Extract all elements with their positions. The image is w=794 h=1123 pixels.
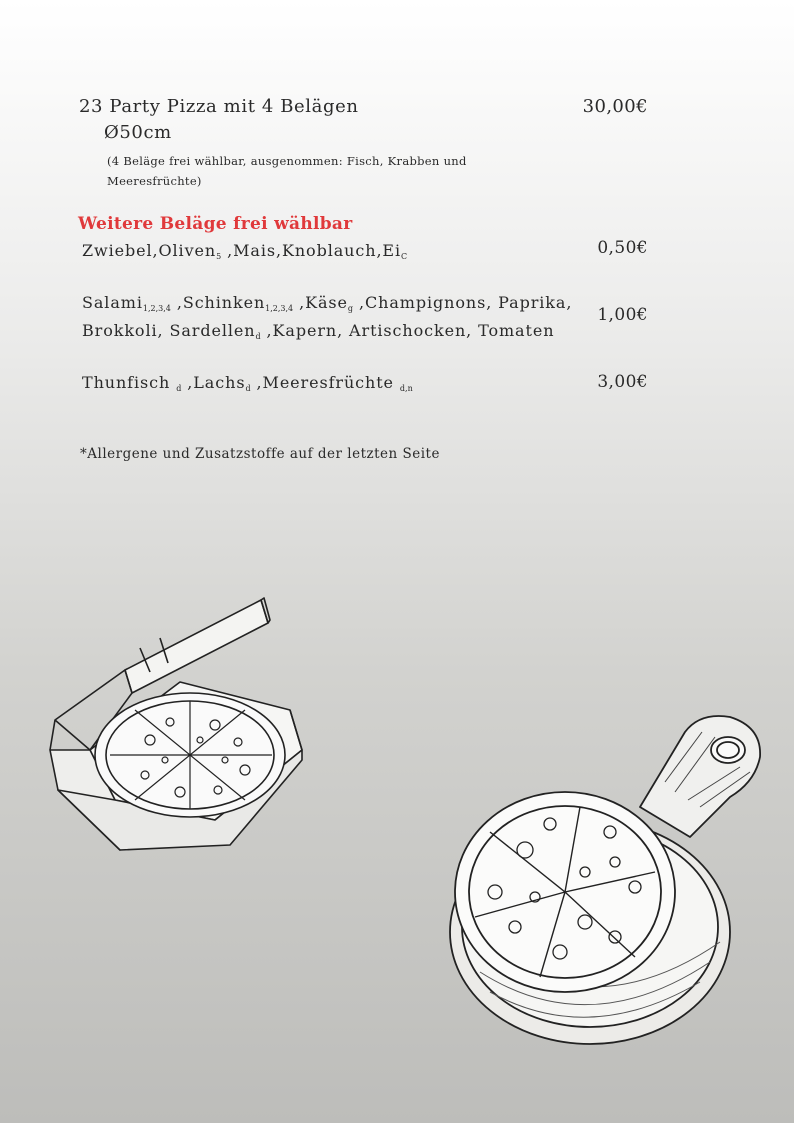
- allergen-code: g: [347, 304, 354, 313]
- topping-text: ,Käse: [293, 293, 348, 312]
- topping-text: ,Kapern, Artischocken, Tomaten: [260, 321, 555, 340]
- topping-price: 3,00€: [597, 372, 648, 392]
- pizza-board-icon: [440, 712, 770, 1047]
- topping-text: Zwiebel,Oliven: [82, 241, 217, 260]
- allergen-code: d,n: [399, 384, 413, 393]
- allergen-code: 1,2,3,4: [142, 304, 171, 313]
- allergen-code: d: [245, 384, 251, 393]
- topping-price: 0,50€: [597, 238, 648, 258]
- topping-price: 1,00€: [597, 305, 648, 325]
- topping-text: ,Schinken: [170, 293, 266, 312]
- topping-text: Salami: [82, 293, 143, 312]
- topping-line: [82, 317, 554, 351]
- pizza-box-icon: [40, 590, 310, 880]
- item-title: 23 Party Pizza mit 4 Belägen: [79, 96, 359, 117]
- topping-text: Thunfisch: [82, 373, 177, 392]
- topping-line: [82, 237, 407, 271]
- topping-text: Brokkoli, Sardellen: [82, 321, 256, 340]
- topping-text: ,Lachs: [181, 373, 246, 392]
- item-note: (4 Beläge frei wählbar, ausgenommen: Fisch, Krabben und Meeresfrüchte): [107, 154, 467, 188]
- allergen-code: 5: [216, 252, 222, 261]
- topping-text: ,Meeresfrüchte: [250, 373, 400, 392]
- extras-heading: Weitere Beläge frei wählbar: [78, 214, 353, 234]
- allergen-footnote: *Allergene und Zusatzstoffe auf der letzten Seite: [80, 446, 440, 462]
- allergen-code: 1,2,3,4: [265, 304, 294, 313]
- topping-text: ,Champignons, Paprika,: [353, 293, 573, 312]
- topping-line: [82, 369, 413, 403]
- allergen-code: C: [401, 252, 408, 261]
- allergen-code: d: [176, 384, 182, 393]
- item-size: Ø50cm: [104, 122, 172, 143]
- topping-text: ,Mais,Knoblauch,Ei: [221, 241, 402, 260]
- item-price: 30,00€: [582, 96, 648, 117]
- allergen-code: d: [255, 332, 261, 341]
